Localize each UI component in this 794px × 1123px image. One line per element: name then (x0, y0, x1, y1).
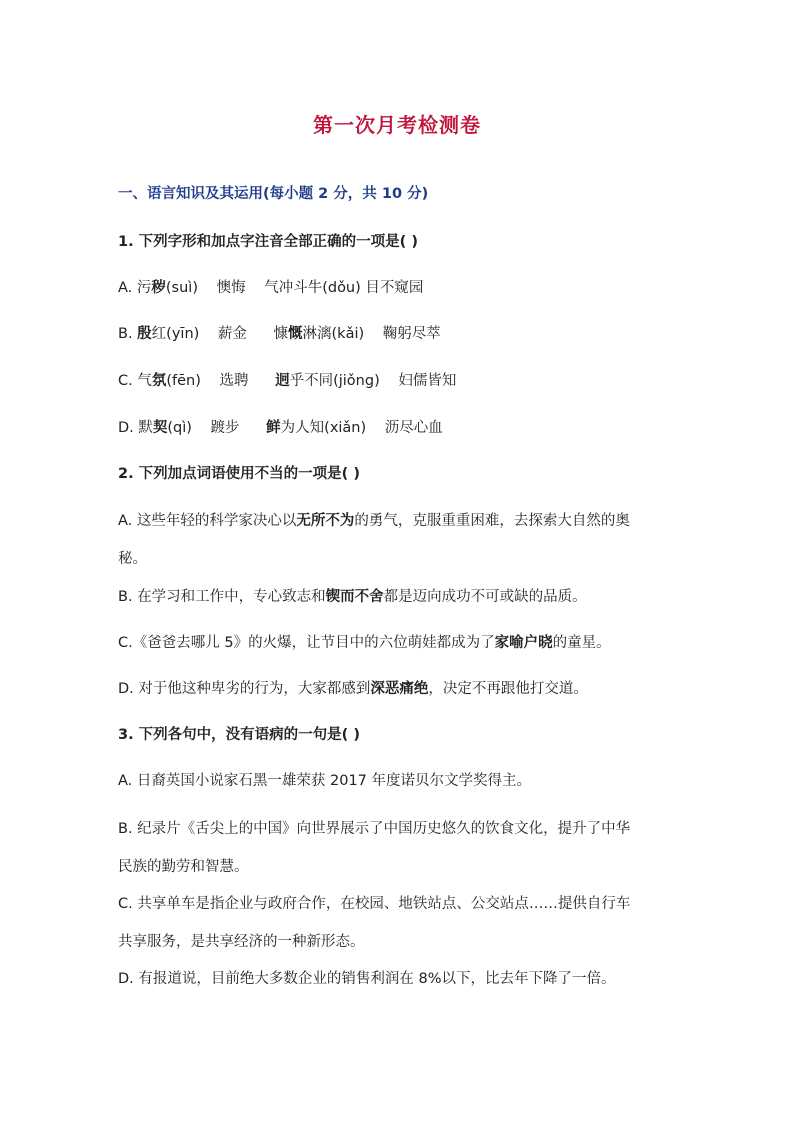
question-3-stem: 3. 下列各句中，没有语病的一句是( ) (118, 727, 360, 743)
question-3-option-a: A. 日裔英国小说家石黑一雄荣获 2017 年度诺贝尔文学奖得主。 (118, 773, 531, 789)
question-3-option-b-continued: 民族的勤劳和智慧。 (118, 859, 249, 875)
option-text: B. 在学习和工作中，专心致志和 (118, 589, 326, 605)
question-1-option-c (118, 371, 688, 391)
option-text: 气冲斗牛(dǒu) (264, 280, 361, 296)
option-text: 薪金 (217, 326, 247, 342)
option-label: C. (118, 373, 133, 389)
option-text: 都是迈向成功不可或缺的品质。 (383, 589, 587, 605)
option-text: 踱步 (210, 420, 240, 436)
option-label: D. (118, 420, 134, 436)
option-text: C.《爸爸去哪儿 5》的火爆，让节目中的六位萌娃都成为了 (118, 635, 495, 651)
dotted-char: 慨 (288, 326, 303, 342)
option-text: 气 (137, 373, 152, 389)
option-text: 懊悔 (216, 280, 246, 296)
dotted-char: 契 (152, 420, 168, 436)
page-title: 第一次月考检测卷 (313, 113, 481, 137)
dotted-phrase: 无所不为 (296, 513, 355, 529)
option-text: 妇儒皆知 (398, 373, 457, 389)
question-2-option-a (118, 511, 688, 531)
dotted-char: 秽 (151, 280, 166, 296)
dotted-char: 鲜 (266, 420, 281, 436)
question-1-option-d (118, 418, 688, 438)
option-text: 的童星。 (552, 635, 611, 651)
dotted-char: 迥 (275, 373, 290, 389)
question-2-option-b (118, 587, 688, 607)
question-2-option-d (118, 679, 688, 699)
option-text: 目不窥园 (365, 280, 424, 296)
option-text: (fēn) (166, 373, 201, 389)
question-2-option-a-continued: 秘。 (118, 551, 147, 567)
option-text: (qì) (167, 420, 192, 436)
question-1-option-b (118, 324, 688, 344)
option-label: B. (118, 326, 133, 342)
question-3-option-c-continued: 共享服务，是共享经济的一种新形态。 (118, 934, 365, 950)
option-text: 鞠躬尽萃 (382, 326, 441, 342)
option-text: ，决定不再跟他打交道。 (428, 681, 588, 697)
dotted-char: 氛 (151, 373, 167, 389)
option-text: 默 (138, 420, 153, 436)
option-text: 淋漓(kǎi) (302, 326, 365, 342)
option-text: 选聘 (219, 373, 249, 389)
question-1-option-a (118, 278, 688, 298)
dotted-char: 殷 (137, 326, 152, 342)
option-text: 慷 (273, 326, 289, 342)
dotted-phrase: 深恶痛绝 (370, 681, 429, 697)
question-3-option-b: B. 纪录片《舌尖上的中国》向世界展示了中国历史悠久的饮食文化，提升了中华 (118, 821, 631, 837)
dotted-phrase: 家喻户晓 (494, 635, 553, 651)
section-heading: 一、语言知识及其运用(每小题 2 分，共 10 分) (118, 186, 429, 202)
option-text: D. 对于他这种卑劣的行为，大家都感到 (118, 681, 371, 697)
option-text: (suì) (165, 280, 198, 296)
question-3-option-d: D. 有报道说，目前绝大多数企业的销售利润在 8%以下，比去年下降了一倍。 (118, 971, 616, 987)
option-text: 沥尽心血 (384, 420, 443, 436)
option-text: 污 (136, 280, 152, 296)
option-text: 乎不同(jiǒng) (289, 373, 380, 389)
question-2-stem: 2. 下列加点词语使用不当的一项是( ) (118, 466, 360, 482)
question-3-option-c: C. 共享单车是指企业与政府合作，在校园、地铁站点、公交站点……提供自行车 (118, 896, 631, 912)
dotted-phrase: 锲而不舍 (325, 589, 384, 605)
option-text: 为人知(xiǎn) (280, 420, 367, 436)
option-label: A. (118, 280, 133, 296)
option-text: 的勇气，克服重重困难，去探索大自然的奥 (354, 513, 630, 529)
question-2-option-c (118, 633, 688, 653)
option-text: 红(yīn) (151, 326, 200, 342)
option-text: A. 这些年轻的科学家决心以 (118, 513, 297, 529)
question-1-stem: 1. 下列字形和加点字注音全部正确的一项是( ) (118, 234, 418, 250)
